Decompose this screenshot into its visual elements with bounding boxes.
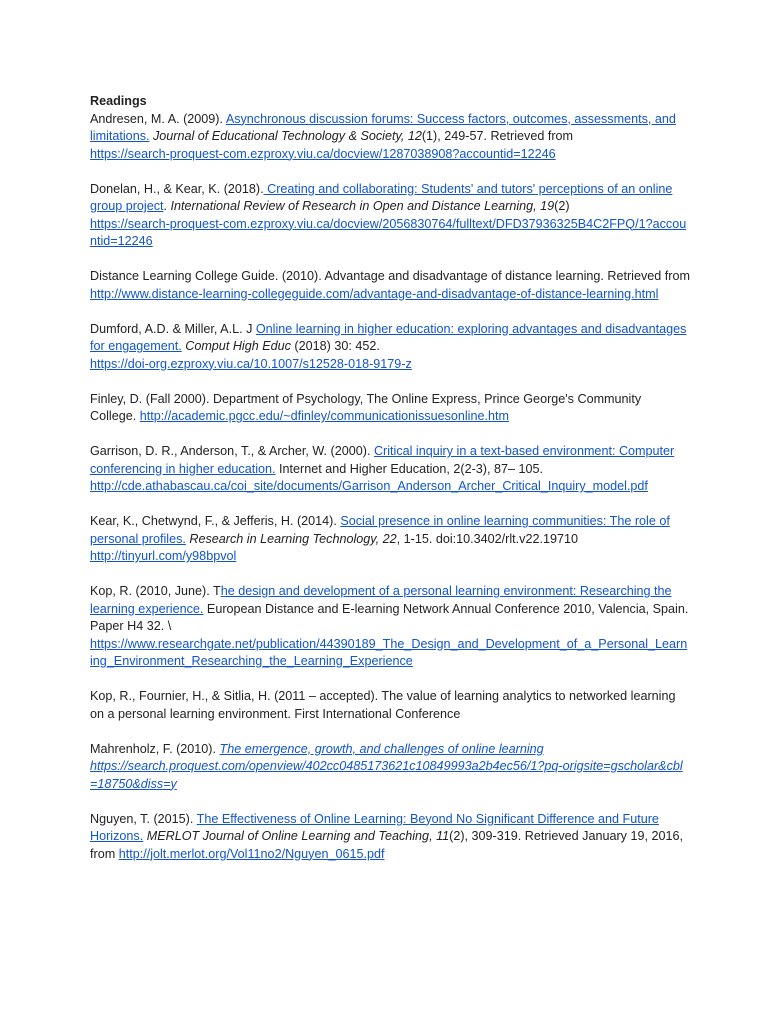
document-body [90,93,690,881]
reference-citation [90,181,690,216]
readings-heading: Readings [90,94,147,108]
reference-citation [90,513,690,548]
reference-citation [90,111,690,146]
reference-finley [90,391,690,426]
article-title-link[interactable]: Social presence in online learning communities: The role of personal profiles. [90,514,670,546]
article-title-link[interactable]: Critical inquiry in a text-based environment: Computer conferencing in higher education. [90,444,675,476]
reference-citation: Distance Learning College Guide. (2010). Advantage and disadvantage of distance learning. Retrieved from [90,269,690,283]
reference-authors: Dumford, A.D. & Miller, A.L. J [90,321,256,336]
reference-url-link[interactable]: http://www.distance-learning-collegeguide.com/advantage-and-disadvantage-of-distance-learning.html [90,286,659,301]
reference-url-link[interactable]: http://tinyurl.com/y98bpvol [90,549,237,563]
reference-url-link[interactable]: https://search.proquest.com/openview/402cc0485173621c10849993a2b4ec56/1?pq-origsite=gscholar&cbl=18750&diss=y [90,759,683,791]
reference-kear [90,513,690,566]
article-title-link[interactable]: he design and development of a personal learning environment: Researching the learning experience. [90,584,672,616]
separator: . [163,199,171,213]
reference-text: Finley, D. (Fall 2000). Department of Psychology, The Online Express, Prince George's Community College. [90,391,642,423]
reference-dumford [90,321,690,374]
reference-details: (1), 249-57. Retrieved from [421,129,574,143]
reference-citation [90,321,690,356]
reference-nguyen [90,811,690,864]
article-title-link[interactable]: The emergence, growth, and challenges of online learning [219,741,544,756]
reference-kop-2011 [90,688,690,723]
reference-kop-2010 [90,583,690,671]
reference-details: , 1-15. doi:10.3402/rlt.v22.19710 [396,531,578,546]
reference-donelan [90,181,690,251]
article-title-link[interactable]: The Effectiveness of Online Learning: Beyond No Significant Difference and Future Horizons. [90,811,659,843]
reference-authors: Andresen, M. A. (2009). [90,111,226,126]
reference-citation [90,811,690,864]
reference-garrison [90,443,690,496]
reference-url-link[interactable]: https://search-proquest-com.ezproxy.viu.ca/docview/1287038908?accountid=12246 [90,146,556,161]
reference-url-link[interactable]: http://jolt.merlot.org/Vol11no2/Nguyen_0615.pdf [118,846,385,861]
reference-citation: Kop, R., Fournier, H., & Sitlia, H. (2011 – accepted). The value of learning analytics to networked learning on a personal learning environment. First International Conference [90,689,676,721]
journal-name: Research in Learning Technology, 22 [189,531,397,546]
reference-url-link[interactable]: http://academic.pgcc.edu/~dfinley/communicationissuesonline.htm [139,409,509,423]
reference-citation [90,443,690,478]
reference-details: (2018) 30: 452. [290,339,380,353]
reference-url-link[interactable]: https://www.researchgate.net/publication/44390189_The_Design_and_Development_of_a_Personal_Learning_Environment_Researching_the_Learning_Experience [90,636,688,668]
reference-details: Internet and Higher Education, 2(2-3), 87– 105. [275,461,543,476]
journal-name: Journal of Educational Technology & Society, 12 [153,129,422,143]
reference-url-link[interactable]: https://doi-org.ezproxy.viu.ca/10.1007/s12528-018-9179-z [90,356,412,371]
journal-name: Comput High Educ [185,339,291,353]
reference-citation [90,391,690,426]
reference-mahrenholz [90,741,690,794]
reference-authors: Nguyen, T. (2015). [90,811,197,826]
journal-name: International Review of Research in Open and Distance Learning, 19 [170,199,555,213]
reference-authors: Garrison, D. R., Anderson, T., & Archer, W. (2000). [90,444,374,458]
reference-distance-learning-guide [90,268,690,303]
reference-citation [90,741,690,759]
article-title-link[interactable]: Creating and collaborating: Students' and tutors' perceptions of an online group project [90,181,673,213]
reference-details: European Distance and E-learning Network Annual Conference 2010, Valencia, Spain. Paper H4 32. \ [90,601,689,633]
reference-citation [90,583,690,636]
reference-url-link[interactable]: https://search-proquest-com.ezproxy.viu.ca/docview/2056830764/fulltext/DFD37936325B4C2FPQ/1?accountid=12246 [90,216,687,248]
reference-authors: Donelan, H., & Kear, K. (2018). [90,181,264,196]
article-title-link[interactable]: Asynchronous discussion forums: Success factors, outcomes, assessments, and limitations. [90,111,676,143]
article-title-link[interactable]: Online learning in higher education: exploring advantages and disadvantages for engagement. [90,321,687,353]
reference-authors: Kop, R. (2010, June). T [90,584,221,598]
reference-details: (2) [554,199,570,213]
reference-url-link[interactable]: http://cde.athabascau.ca/coi_site/documents/Garrison_Anderson_Archer_Critical_Inquiry_model.pdf [90,479,648,493]
reference-authors: Kear, K., Chetwynd, F., & Jefferis, H. (2014). [90,514,341,528]
reference-andresen [90,111,690,164]
reference-details: (2), 309-319. Retrieved January 19, 2016, from [90,829,683,861]
reference-authors: Mahrenholz, F. (2010). [90,741,220,756]
journal-name: MERLOT Journal of Online Learning and Teaching, 11 [146,829,450,843]
